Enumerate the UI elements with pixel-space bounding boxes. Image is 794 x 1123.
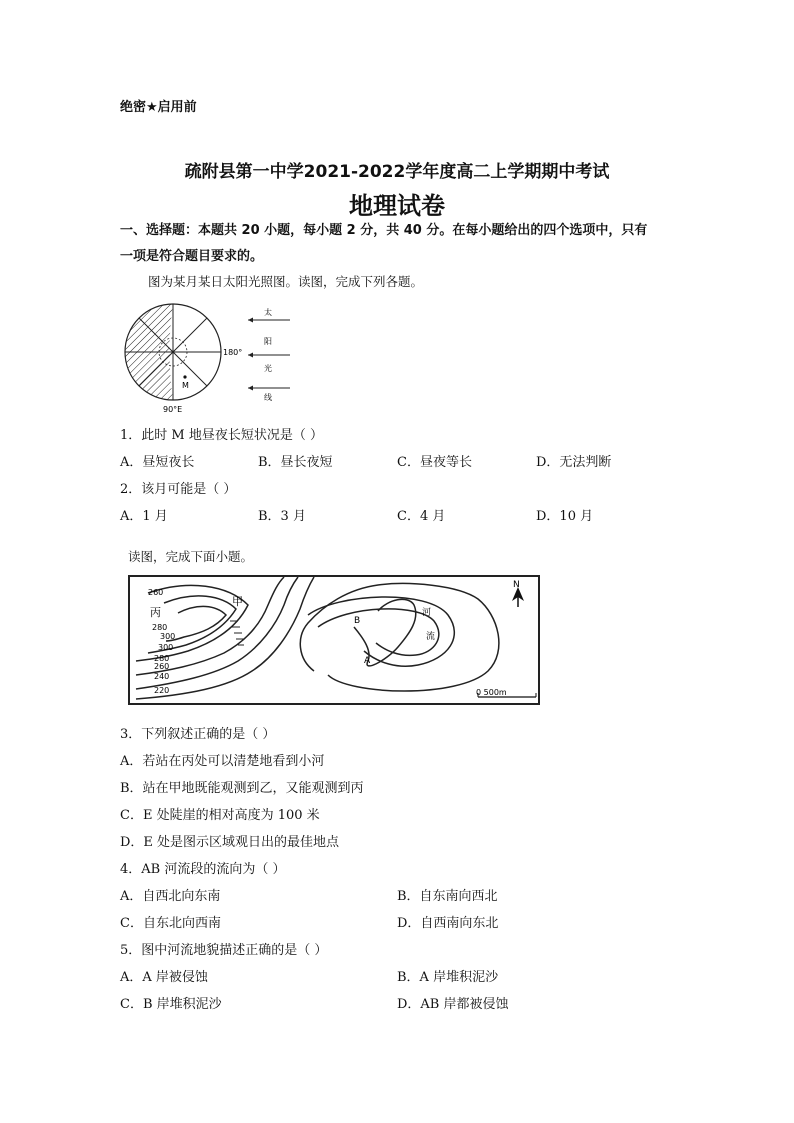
q1-option-b: B．昼长夜短	[258, 455, 333, 470]
sun-label-4: 线	[264, 393, 272, 402]
contour-label-260: 260	[148, 588, 164, 597]
scale-label: 0 500m	[476, 688, 507, 697]
q5-stem: 5．图中河流地貌描述正确的是（ ）	[120, 943, 328, 958]
contour-label-280b: 280	[154, 654, 170, 663]
exam-title: 疏附县第一中学2021-2022学年度高二上学期期中考试	[184, 162, 610, 182]
q5-option-d: D．AB 岸都被侵蚀	[397, 997, 509, 1012]
sunlight-diagram	[118, 300, 298, 418]
q3-option-b: B．站在甲地既能观测到乙，又能观测到丙	[120, 781, 364, 796]
point-label-a: A	[364, 656, 371, 666]
q2-option-c: C．4 月	[397, 509, 446, 524]
section-instruction-line2: 一项是符合题目要求的。	[120, 249, 264, 264]
section-instruction-line1: 一、选择题：本题共 20 小题，每小题 2 分，共 40 分。在每小题给出的四个选项中，只有	[120, 223, 648, 238]
place-label-jia: 甲	[232, 595, 243, 608]
q2-option-a: A．1 月	[120, 509, 168, 524]
q1-option-d: D．无法判断	[536, 455, 612, 470]
sun-label-2: 阳	[264, 337, 272, 346]
q2-option-b: B．3 月	[258, 509, 306, 524]
river-label-1: 河	[422, 608, 432, 618]
contour-label-240: 240	[154, 672, 170, 681]
group2-intro: 读图，完成下面小题。	[128, 549, 254, 564]
q3-option-c: C．E 处陡崖的相对高度为 100 米	[120, 808, 320, 823]
q2-option-d: D．10 月	[536, 509, 594, 524]
contour-label-300b: 300	[158, 643, 174, 652]
q4-stem: 4．AB 河流段的流向为（ ）	[120, 862, 286, 877]
north-label: N	[513, 580, 520, 590]
label-m: M	[182, 381, 189, 390]
river-label-2: 流	[426, 632, 436, 642]
q5-option-c: C．B 岸堆积泥沙	[120, 997, 222, 1012]
q1-option-c: C．昼夜等长	[397, 455, 472, 470]
q2-stem: 2．该月可能是（ ）	[120, 482, 237, 497]
q4-option-b: B．自东南向西北	[397, 889, 498, 904]
label-180: 180°	[223, 348, 243, 357]
confidential-label: 绝密★启用前	[120, 100, 197, 115]
q4-option-c: C．自东北向西南	[120, 916, 221, 931]
q3-option-a: A．若站在丙处可以清楚地看到小河	[120, 754, 325, 769]
contour-map	[128, 575, 540, 705]
label-90e: 90°E	[163, 405, 183, 414]
exam-subtitle: 地理试卷	[349, 191, 445, 220]
sun-label-3: 光	[264, 364, 272, 373]
q5-option-b: B．A 岸堆积泥沙	[397, 970, 499, 985]
q5-option-a: A．A 岸被侵蚀	[120, 970, 208, 985]
q4-option-d: D．自西南向东北	[397, 916, 499, 931]
contour-label-260b: 260	[154, 662, 170, 671]
place-label-bing: 丙	[150, 606, 161, 619]
contour-label-220: 220	[154, 686, 170, 695]
q1-option-a: A．昼短夜长	[120, 455, 195, 470]
q3-stem: 3．下列叙述正确的是（ ）	[120, 727, 276, 742]
q4-option-a: A．自西北向东南	[120, 889, 221, 904]
sun-label-1: 太	[264, 308, 272, 317]
group1-intro: 图为某月某日太阳光照图。读图，完成下列各题。	[148, 274, 424, 289]
map-frame	[129, 576, 539, 704]
contour-label-280: 280	[152, 623, 168, 632]
q3-option-d: D．E 处是图示区域观日出的最佳地点	[120, 835, 340, 850]
point-m	[183, 375, 186, 378]
contour-label-300: 300	[160, 632, 176, 641]
q1-stem: 1．此时 M 地昼夜长短状况是（ ）	[120, 428, 323, 443]
point-label-b: B	[354, 616, 361, 626]
